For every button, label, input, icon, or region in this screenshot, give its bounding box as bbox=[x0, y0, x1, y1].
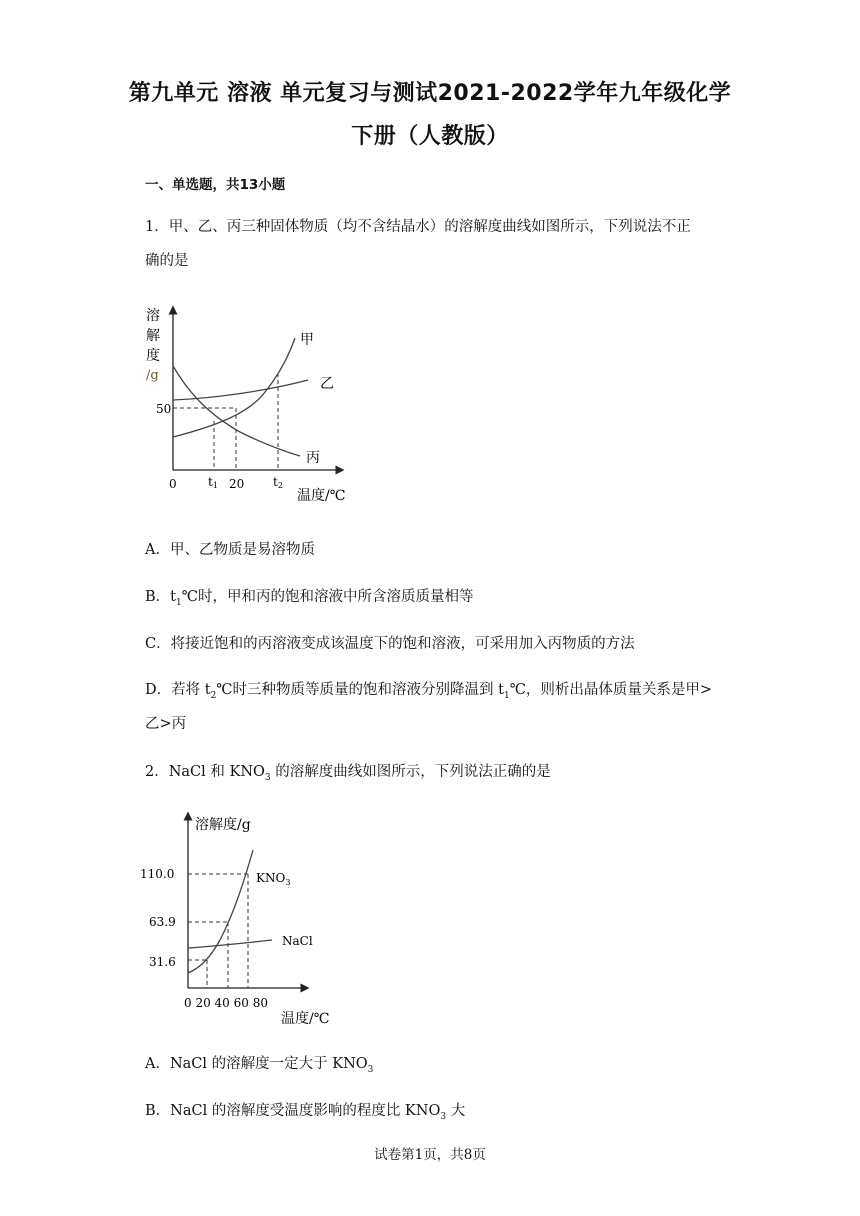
q1-option-d-line2: 乙>丙 bbox=[145, 716, 187, 732]
q2-tick-31: 31.6 bbox=[149, 955, 176, 969]
q1-tick-t2: t2 bbox=[273, 475, 283, 490]
q1-y-label-3: 度 bbox=[146, 348, 160, 364]
q2-kno3-label: $KNO_3$ bbox=[256, 871, 291, 887]
q1-tick-t1: t1 bbox=[208, 475, 218, 490]
q1-stem-line2: 确的是 bbox=[145, 253, 189, 269]
q1-y-label-4: /g bbox=[146, 368, 159, 383]
q2-y-label: 溶解度/g bbox=[195, 817, 251, 833]
q2-x-ticks: 0 20 40 60 80 bbox=[184, 996, 268, 1010]
q1-curve-yi-label: 乙 bbox=[320, 376, 334, 392]
q2-tick-110: 110.0 bbox=[140, 867, 175, 881]
document-title-line1: 第九单元 溶液 单元复习与测试2021-2022学年九年级化学 bbox=[128, 81, 732, 106]
q1-y-label-2: 解 bbox=[146, 328, 160, 344]
q2-tick-63: 63.9 bbox=[149, 915, 176, 929]
q1-x-label: 温度/℃ bbox=[297, 488, 346, 504]
q2-nacl-label: NaCl bbox=[282, 934, 313, 948]
q1-option-a: A．甲、乙物质是易溶物质 bbox=[145, 542, 315, 558]
q1-y-label-1: 溶 bbox=[146, 308, 160, 324]
q2-curve-kno3 bbox=[188, 850, 253, 973]
q1-curve-jia-label: 甲 bbox=[300, 332, 314, 348]
q1-curve-yi bbox=[173, 380, 308, 400]
q1-tick-50: 50 bbox=[156, 402, 172, 416]
q1-curve-bing-label: 丙 bbox=[306, 450, 320, 466]
q1-option-d: D．若将 $t_2℃$时三种物质等质量的饱和溶液分别降温到 $t_1℃$，则析出晶体质量关系是甲> bbox=[145, 682, 713, 701]
q1-tick-0: 0 bbox=[169, 477, 177, 491]
q2-stem: 2．NaCl 和 $KNO_3$ 的溶解度曲线如图所示，下列说法正确的是 bbox=[145, 764, 551, 783]
page-footer: 试卷第1页，共8页 bbox=[374, 1147, 486, 1163]
q1-option-b: B．$t_1℃$时，甲和丙的饱和溶液中所含溶质质量相等 bbox=[145, 589, 474, 608]
q1-option-c: C．将接近饱和的丙溶液变成该温度下的饱和溶液，可采用加入丙物质的方法 bbox=[145, 636, 635, 652]
q1-tick-20: 20 bbox=[229, 477, 245, 491]
document-title-line2: 下册（人教版） bbox=[351, 124, 509, 149]
section-heading: 一、单选题，共13小题 bbox=[145, 177, 286, 193]
q1-stem-line1: 1．甲、乙、丙三种固体物质（均不含结晶水）的溶解度曲线如图所示，下列说法不正 bbox=[145, 219, 691, 235]
q1-solubility-chart bbox=[140, 300, 370, 510]
q2-curve-nacl bbox=[188, 940, 272, 948]
q2-option-b: B．NaCl 的溶解度受温度影响的程度比 $KNO_3$ 大 bbox=[145, 1103, 466, 1122]
q2-option-a: A．NaCl 的溶解度一定大于 $KNO_3$ bbox=[145, 1056, 374, 1075]
q2-x-label: 温度/℃ bbox=[281, 1011, 330, 1027]
q2-solubility-chart bbox=[135, 810, 355, 1030]
